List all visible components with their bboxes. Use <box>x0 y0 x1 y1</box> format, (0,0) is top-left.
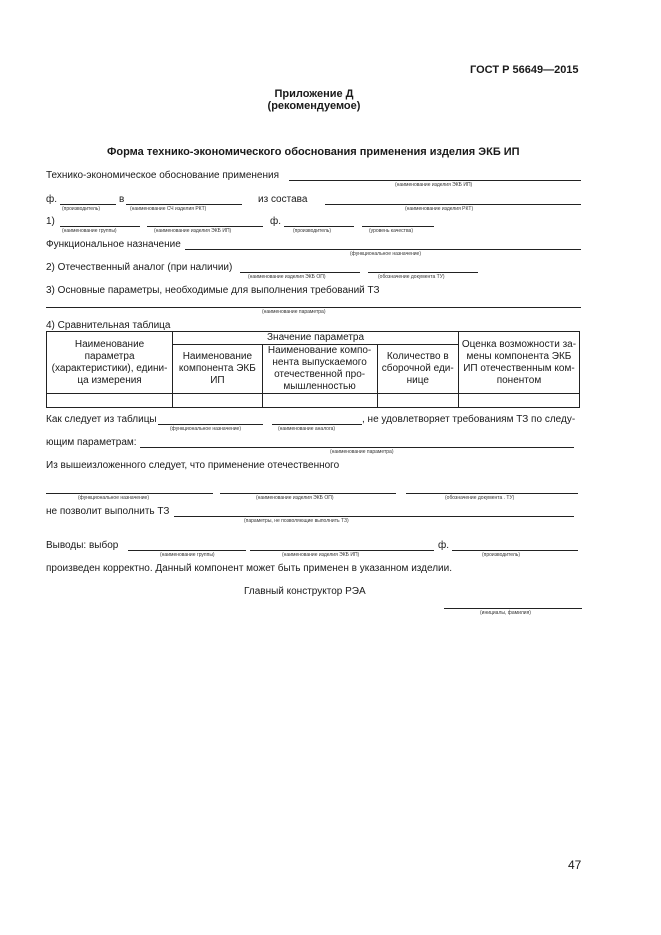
row12-line[interactable] <box>174 516 574 517</box>
appendix-subtitle: (рекомендуемое) <box>267 100 361 112</box>
row11-line2[interactable] <box>220 493 396 494</box>
signature-caption: (инициалы, фамилия) <box>480 610 531 616</box>
row12-caption: (параметры, не позволяющие выполнить ТЗ) <box>244 518 349 524</box>
row5-label: 2) Отечественный аналог (при наличии) <box>46 262 233 273</box>
row5-cap2: (обозначение документа ТУ) <box>378 274 445 280</box>
row12-label: не позволит выполнить ТЗ <box>46 506 170 517</box>
row4-label: Функциональное назначение <box>46 239 181 250</box>
appendix-title: Приложение Д <box>274 88 354 100</box>
row9-label: ющим параметрам: <box>46 437 137 448</box>
row13-line2[interactable] <box>250 550 434 551</box>
row11-cap1: (функциональное назначение) <box>78 495 149 501</box>
standard-number: ГОСТ Р 56649—2015 <box>470 64 579 76</box>
signature-label: Главный конструктор РЭА <box>244 586 366 597</box>
col-group-parameter-value: Значение параметра <box>173 332 459 345</box>
row8-label: Как следует из таблицы <box>46 414 157 425</box>
row6-line[interactable] <box>46 307 581 308</box>
table-cell[interactable] <box>377 394 458 408</box>
row3-num: 1) <box>46 216 55 227</box>
row5-line1[interactable] <box>240 272 360 273</box>
table-cell[interactable] <box>458 394 579 408</box>
row3-line1[interactable] <box>60 226 140 227</box>
form-title: Форма технико-экономического обоснования применения изделия ЭКБ ИП <box>107 146 520 158</box>
row3-line2[interactable] <box>147 226 263 227</box>
row3-cap2: (наименование изделия ЭКБ ИП) <box>154 228 232 234</box>
row1-caption: (наименование изделия ЭКБ ИП) <box>395 182 473 188</box>
col-quantity: Количество в сборочной еди-нице <box>377 345 458 394</box>
row5-cap1: (наименование изделия ЭКБ ОП) <box>248 274 326 280</box>
row1-line[interactable] <box>289 180 581 181</box>
row1-label: Технико-экономическое обоснование применения <box>46 170 279 181</box>
table-cell[interactable] <box>47 394 173 408</box>
row6-caption: (наименование параметра) <box>262 309 326 315</box>
row2-cap1: (производитель) <box>62 206 101 212</box>
col-ekb-ip-component: Наименование компонента ЭКБ ИП <box>173 345 263 394</box>
col-parameter-name: Наименование параметра (характеристики), едини-ца измерения <box>47 332 173 394</box>
row2-line1[interactable] <box>60 204 116 205</box>
col-domestic-component: Наименование компо-нента выпускаемого отечественной про-мышленностью <box>262 345 377 394</box>
row5-line2[interactable] <box>368 272 478 273</box>
row11-cap2: (наименование изделия ЭКБ ОП) <box>256 495 334 501</box>
row3-cap1: (наименование группы) <box>62 228 117 234</box>
row13-f: ф. <box>438 540 450 551</box>
row8-cap2: (наименование аналога) <box>278 426 336 432</box>
page-number: 47 <box>568 858 582 872</box>
row2-v: в <box>119 194 125 205</box>
row2-line2[interactable] <box>126 204 242 205</box>
row8-cap1: (функциональное назначение) <box>170 426 241 432</box>
row7-label: 4) Сравнительная таблица <box>46 320 171 331</box>
row10-label: Из вышеизложенного следует, что применение отечественного <box>46 460 340 471</box>
row4-caption: (функциональное назначение) <box>350 251 421 257</box>
row3-line4[interactable] <box>362 226 434 227</box>
signature-line[interactable] <box>444 608 582 609</box>
row2-cap3: (наименование изделия РКТ) <box>405 206 474 212</box>
row9-line[interactable] <box>140 447 574 448</box>
row2-cap2: (наименование СЧ изделия РКТ) <box>130 206 207 212</box>
row9-caption: (наименование параметра) <box>330 449 394 455</box>
row2-line3[interactable] <box>325 204 581 205</box>
table-cell[interactable] <box>173 394 263 408</box>
row3-cap3: (производитель) <box>293 228 332 234</box>
row6-label: 3) Основные параметры, необходимые для выполнения требований ТЗ <box>46 285 380 296</box>
row11-line3[interactable] <box>406 493 578 494</box>
comparison-table <box>46 331 580 408</box>
col-replacement-assessment: Оценка возможности за-мены компонента ЭКБ ИП отечественным ком-понентом <box>458 332 579 394</box>
table-cell[interactable] <box>262 394 377 408</box>
row2-f: ф. <box>46 194 58 205</box>
row14-label: произведен корректно. Данный компонент может быть применен в указанном изделии. <box>46 563 452 574</box>
row13-cap2: (наименование изделия ЭКБ ИП) <box>282 552 360 558</box>
row11-cap3: (обозначение документа . ТУ) <box>445 495 515 501</box>
row13-line1[interactable] <box>128 550 246 551</box>
row13-label: Выводы: выбор <box>46 540 119 551</box>
row13-cap3: (производитель) <box>482 552 521 558</box>
row13-line3[interactable] <box>452 550 578 551</box>
row3-line3[interactable] <box>284 226 354 227</box>
row3-cap4: (уровень качества) <box>369 228 413 234</box>
row2-iz: из состава <box>258 194 308 205</box>
row8-tail: , не удовлетворяет требованиям ТЗ по следу- <box>362 414 576 425</box>
row11-line1[interactable] <box>46 493 213 494</box>
row8-line2[interactable] <box>272 424 362 425</box>
row8-line1[interactable] <box>158 424 263 425</box>
row3-f: ф. <box>270 216 282 227</box>
row4-line[interactable] <box>185 249 581 250</box>
row13-cap1: (наименование группы) <box>160 552 215 558</box>
